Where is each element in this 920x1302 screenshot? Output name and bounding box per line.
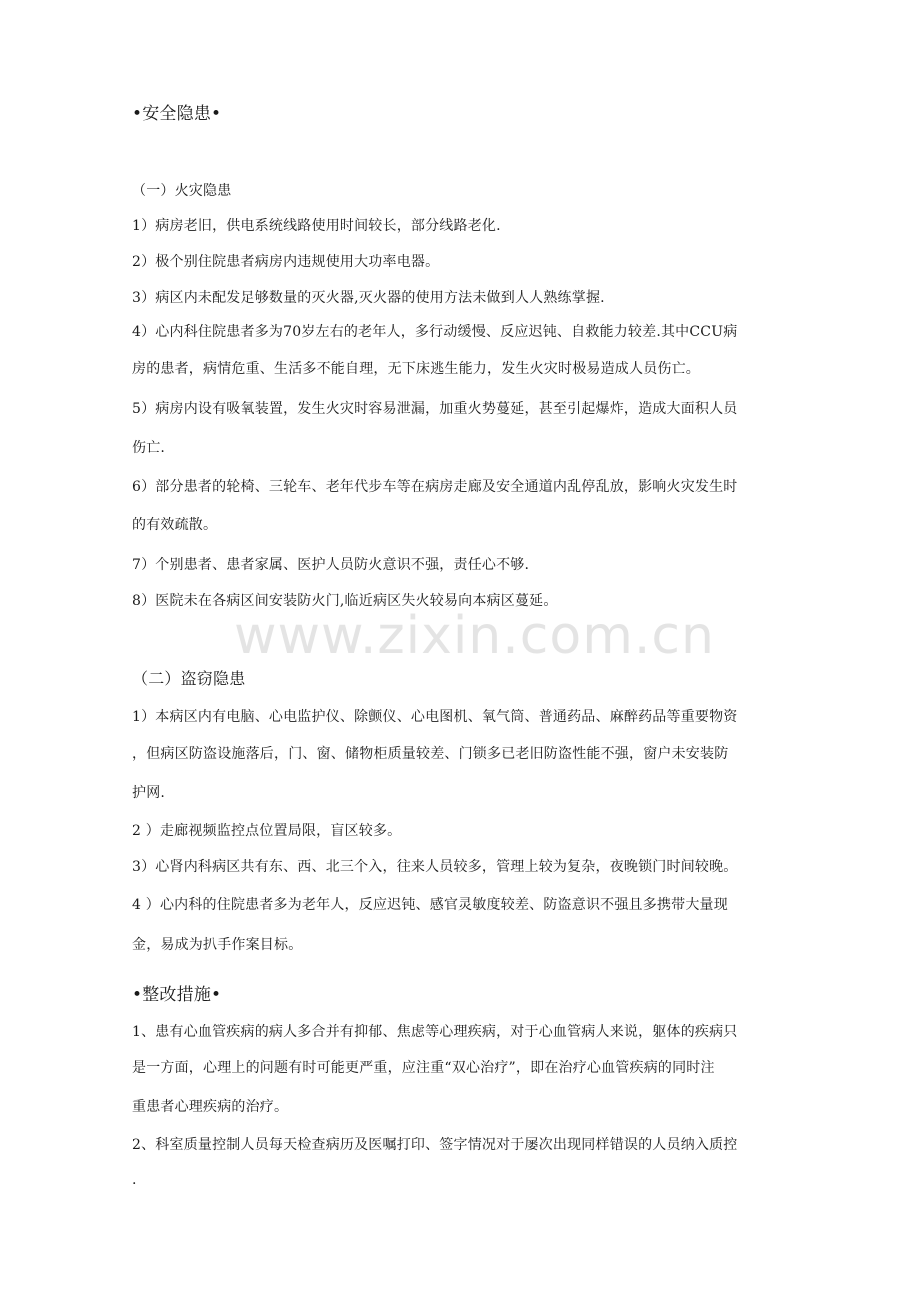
page-title: •安全隐患• — [132, 104, 222, 124]
watermark: www.zixin.com.cn — [234, 606, 715, 666]
fire-line-6: 6）部分患者的轮椅、三轮车、老年代步车等在病房走廊及安全通道内乱停乱放，影响火灾发生时 — [132, 479, 738, 495]
fire-line-8: 8）医院未在各病区间安装防火门,临近病区失火较易向本病区蔓延。 — [132, 593, 558, 609]
theft-line-1: 1）本病区内有电脑、心电监护仪、除颤仪、心电图机、氧气筒、普通药品、麻醉药品等重要物资 — [132, 709, 738, 725]
theft-section-heading: （二）盗窃隐患 — [132, 669, 246, 688]
fire-line-7: 7）个别患者、患者家属、医护人员防火意识不强，责任心不够. — [132, 557, 530, 573]
fire-line-4: 4）心内科住院患者多为70岁左右的老年人，多行动缓慢、反应迟钝、自救能力较差.其中CCU病 — [132, 324, 738, 340]
fire-line-2: 2）极个别住院患者病房内违规使用大功率电器。 — [132, 254, 440, 270]
measures-heading: •整改措施• — [132, 985, 222, 1005]
theft-line-2: 2 ）走廊视频监控点位置局限，盲区较多。 — [132, 823, 402, 839]
theft-line-1-cont: ，但病区防盗设施落后，门、窗、储物柜质量较差、门锁多已老旧防盗性能不强，窗户未安装防 — [132, 746, 729, 762]
measures-line-2-cont: . — [132, 1172, 137, 1188]
fire-line-5-cont: 伤亡. — [132, 440, 166, 456]
measures-line-1-cont2: 重患者心理疾病的治疗。 — [132, 1099, 289, 1115]
fire-section-heading: （一）火灾隐患 — [132, 183, 232, 199]
fire-line-6-cont: 的有效疏散。 — [132, 517, 218, 533]
fire-line-4-cont: 房的患者，病情危重、生活多不能自理，无下床逃生能力，发生火灾时极易造成人员伤亡。 — [132, 361, 700, 377]
measures-line-1-cont: 是一方面，心理上的问题有时可能更严重，应注重“双心治疗”，即在治疗心血管疾病的同时注 — [132, 1060, 715, 1076]
theft-line-1-cont2: 护网. — [132, 785, 166, 801]
theft-line-3: 3）心肾内科病区共有东、西、北三个入，往来人员较多，管理上较为复杂，夜晚锁门时间较晚。 — [132, 859, 738, 875]
measures-line-1: 1、患有心血管疾病的病人多合并有抑郁、焦虑等心理疾病，对于心血管病人来说，躯体的疾病只 — [132, 1024, 738, 1040]
measures-line-2: 2、科室质量控制人员每天检查病历及医嘱打印、签字情况对于屡次出现同样错误的人员纳入质控 — [132, 1137, 738, 1153]
theft-line-4: 4 ）心内科的住院患者多为老年人，反应迟钝、感官灵敏度较差、防盗意识不强且多携带大量现 — [132, 897, 728, 913]
fire-line-3: 3）病区内未配发足够数量的灭火器,灭火器的使用方法未做到人人熟练掌握. — [132, 290, 605, 306]
theft-line-4-cont: 金，易成为扒手作案目标。 — [132, 937, 303, 953]
fire-line-1: 1）病房老旧，供电系统线路使用时间较长，部分线路老化. — [132, 218, 501, 234]
fire-line-5: 5）病房内设有吸氧装置，发生火灾时容易泄漏，加重火势蔓延，甚至引起爆炸，造成大面积人员 — [132, 401, 738, 417]
